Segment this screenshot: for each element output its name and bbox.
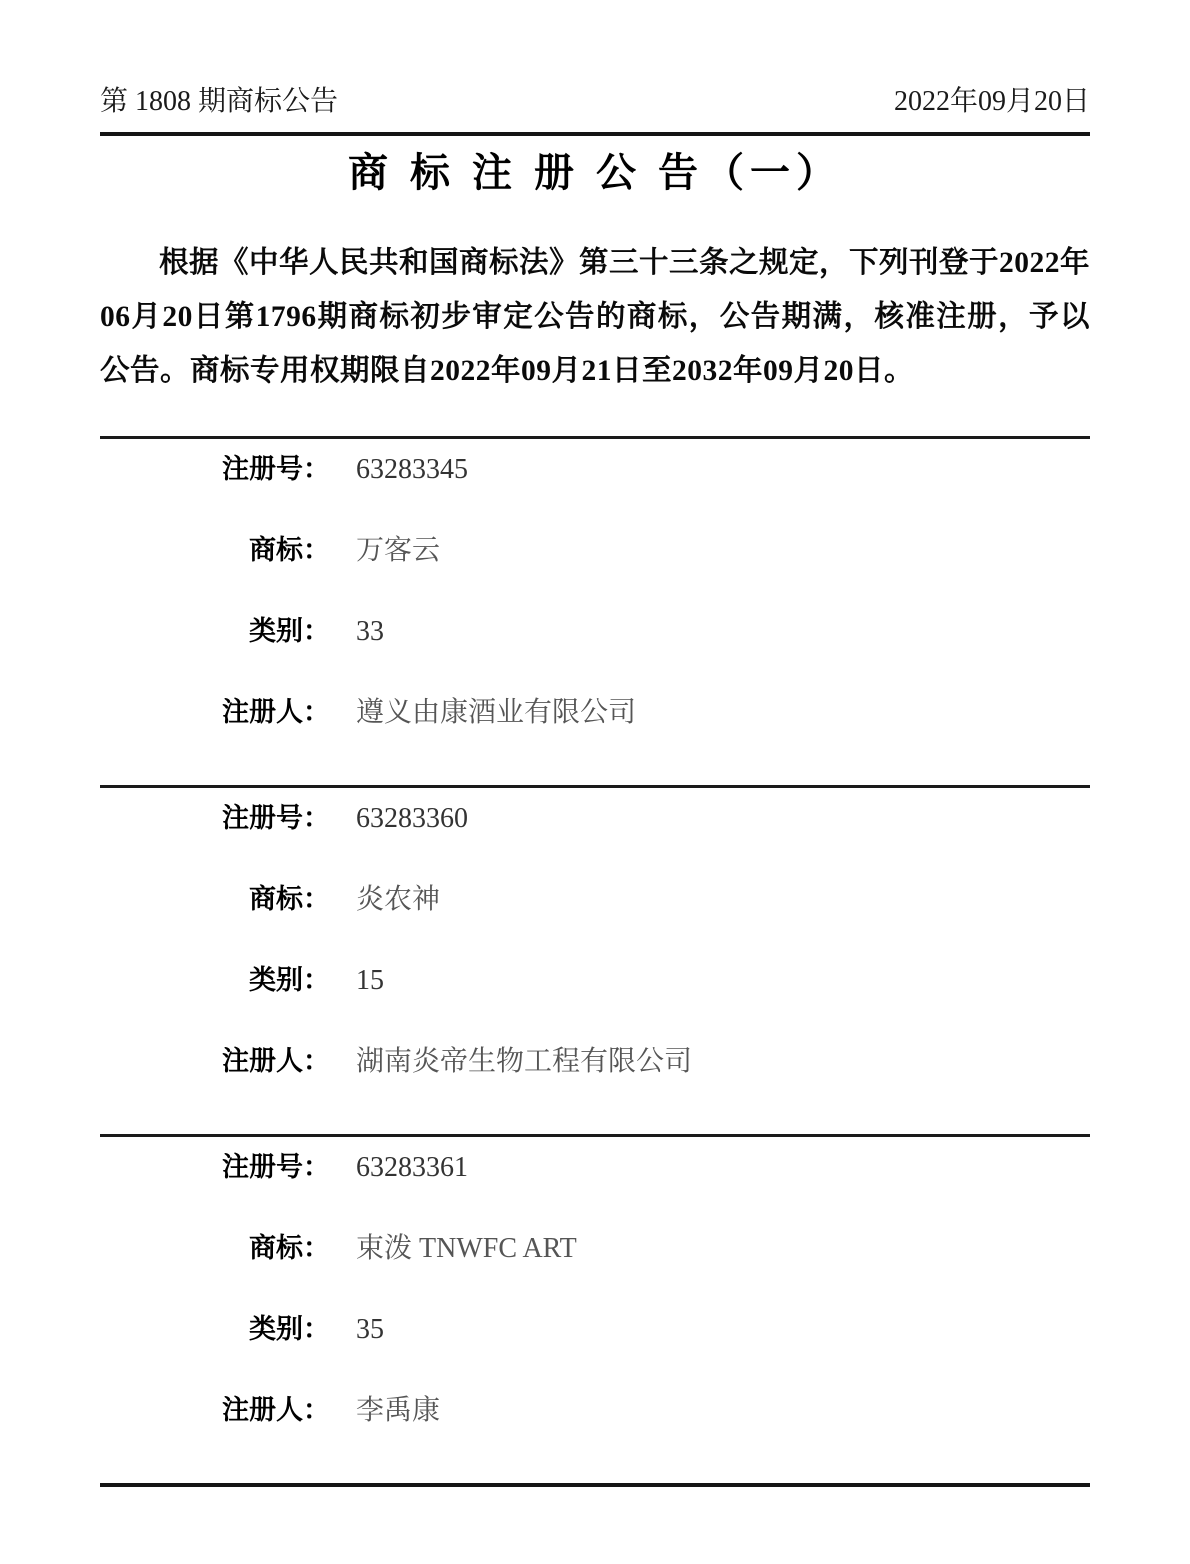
reg-no-value: 63283345 bbox=[356, 454, 468, 485]
issue-number: 第 1808 期商标公告 bbox=[100, 86, 339, 117]
registrant-label: 注册人： bbox=[222, 1395, 330, 1425]
field-row-registrant bbox=[100, 696, 1090, 729]
field-row-class bbox=[100, 615, 1090, 648]
mark-label: 商标： bbox=[249, 884, 330, 914]
reg-no-value: 63283361 bbox=[356, 1152, 468, 1183]
mark-value: 万客云 bbox=[356, 535, 441, 566]
class-label: 类别： bbox=[249, 1314, 330, 1344]
registrant-value: 湖南炎帝生物工程有限公司 bbox=[356, 1046, 693, 1077]
mark-label: 商标： bbox=[249, 535, 330, 565]
document-header bbox=[100, 86, 1090, 118]
field-row-registrant bbox=[100, 1394, 1090, 1427]
record-list bbox=[100, 436, 1090, 1487]
class-label: 类别： bbox=[249, 965, 330, 995]
class-value: 35 bbox=[356, 1314, 384, 1345]
field-row-registrant bbox=[100, 1045, 1090, 1078]
field-row-mark bbox=[100, 1232, 1090, 1265]
field-row-reg-no bbox=[100, 1151, 1090, 1184]
class-value: 15 bbox=[356, 965, 384, 996]
header-divider bbox=[100, 132, 1090, 136]
intro-paragraph: 根据《中华人民共和国商标法》第三十三条之规定，下列刊登于2022年06月20日第1796期商标初步审定公告的商标，公告期满，核准注册，予以公告。商标专用权期限自2022年09月21日至2032年09月20日。 bbox=[100, 247, 1091, 387]
field-row-mark bbox=[100, 883, 1090, 916]
mark-value: 炎农神 bbox=[356, 884, 441, 915]
record-block-3 bbox=[100, 1137, 1090, 1483]
bottom-divider bbox=[100, 1483, 1090, 1487]
reg-no-label: 注册号： bbox=[222, 454, 330, 484]
class-value: 33 bbox=[356, 616, 384, 647]
field-row-reg-no bbox=[100, 453, 1090, 486]
reg-no-label: 注册号： bbox=[222, 1152, 330, 1182]
mark-value: 束泼 TNWFC ART bbox=[356, 1233, 577, 1264]
registrant-label: 注册人： bbox=[222, 1046, 330, 1076]
field-row-mark bbox=[100, 534, 1090, 567]
class-label: 类别： bbox=[249, 616, 330, 646]
reg-no-value: 63283360 bbox=[356, 803, 468, 834]
mark-label: 商标： bbox=[249, 1233, 330, 1263]
registrant-label: 注册人： bbox=[222, 697, 330, 727]
reg-no-label: 注册号： bbox=[222, 803, 330, 833]
record-block-1 bbox=[100, 439, 1090, 785]
publication-date: 2022年09月20日 bbox=[893, 86, 1090, 117]
record-block-2 bbox=[100, 788, 1090, 1134]
field-row-reg-no bbox=[100, 802, 1090, 835]
registrant-value: 李禹康 bbox=[356, 1395, 441, 1426]
registrant-value: 遵义由康酒业有限公司 bbox=[356, 697, 637, 728]
page-title: 商 标 注 册 公 告（一） bbox=[348, 150, 842, 195]
field-row-class bbox=[100, 964, 1090, 997]
field-row-class bbox=[100, 1313, 1090, 1346]
